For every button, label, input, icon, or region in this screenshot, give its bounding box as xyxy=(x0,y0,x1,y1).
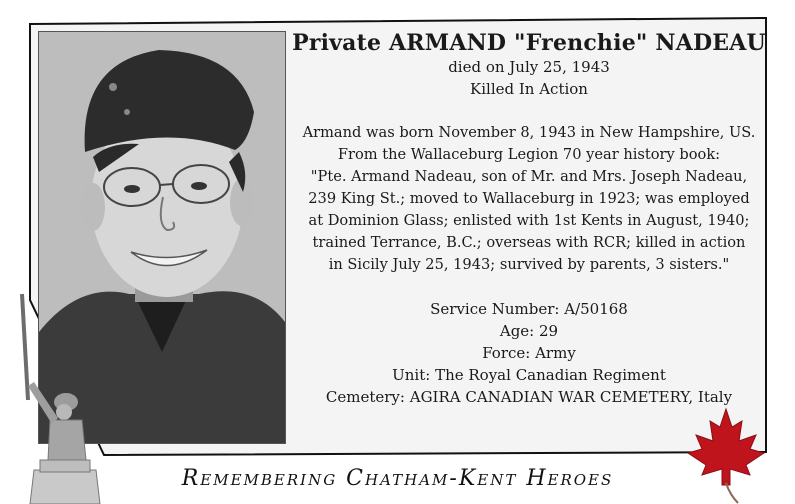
bio-line: at Dominion Glass; enlisted with 1st Kents in August, 1940; xyxy=(308,212,750,229)
bio-line: Armand was born November 8, 1943 in New Hampshire, US. xyxy=(302,124,756,141)
biography xyxy=(292,122,766,276)
force: Force: Army xyxy=(482,344,576,362)
soldier-name: Private ARMAND "Frenchie" NADEAU xyxy=(292,30,766,56)
unit: Unit: The Royal Canadian Regiment xyxy=(392,366,666,384)
cemetery: Cemetery: AGIRA CANADIAN WAR CEMETERY, Italy xyxy=(325,388,733,406)
age: Age: 29 xyxy=(499,322,559,340)
bio-line: in Sicily July 25, 1943; survived by parents, 3 sisters." xyxy=(328,256,730,273)
death-date: died on July 25, 1943 xyxy=(448,58,610,76)
service-number: Service Number: A/50168 xyxy=(430,300,628,318)
death-status: Killed In Action xyxy=(470,80,588,98)
service-details xyxy=(292,298,766,408)
bio-line: 239 King St.; moved to Wallaceburg in 1923; was employed xyxy=(308,190,750,207)
bio-line: "Pte. Armand Nadeau, son of Mr. and Mrs. Joseph Nadeau, xyxy=(310,168,748,185)
memorial-text xyxy=(292,24,766,419)
bio-line: From the Wallaceburg Legion 70 year history book: xyxy=(337,146,721,163)
footer-banner: Remembering Chatham-Kent Heroes xyxy=(181,466,614,491)
bio-line: trained Terrance, B.C.; overseas with RCR; killed in action xyxy=(312,234,746,251)
